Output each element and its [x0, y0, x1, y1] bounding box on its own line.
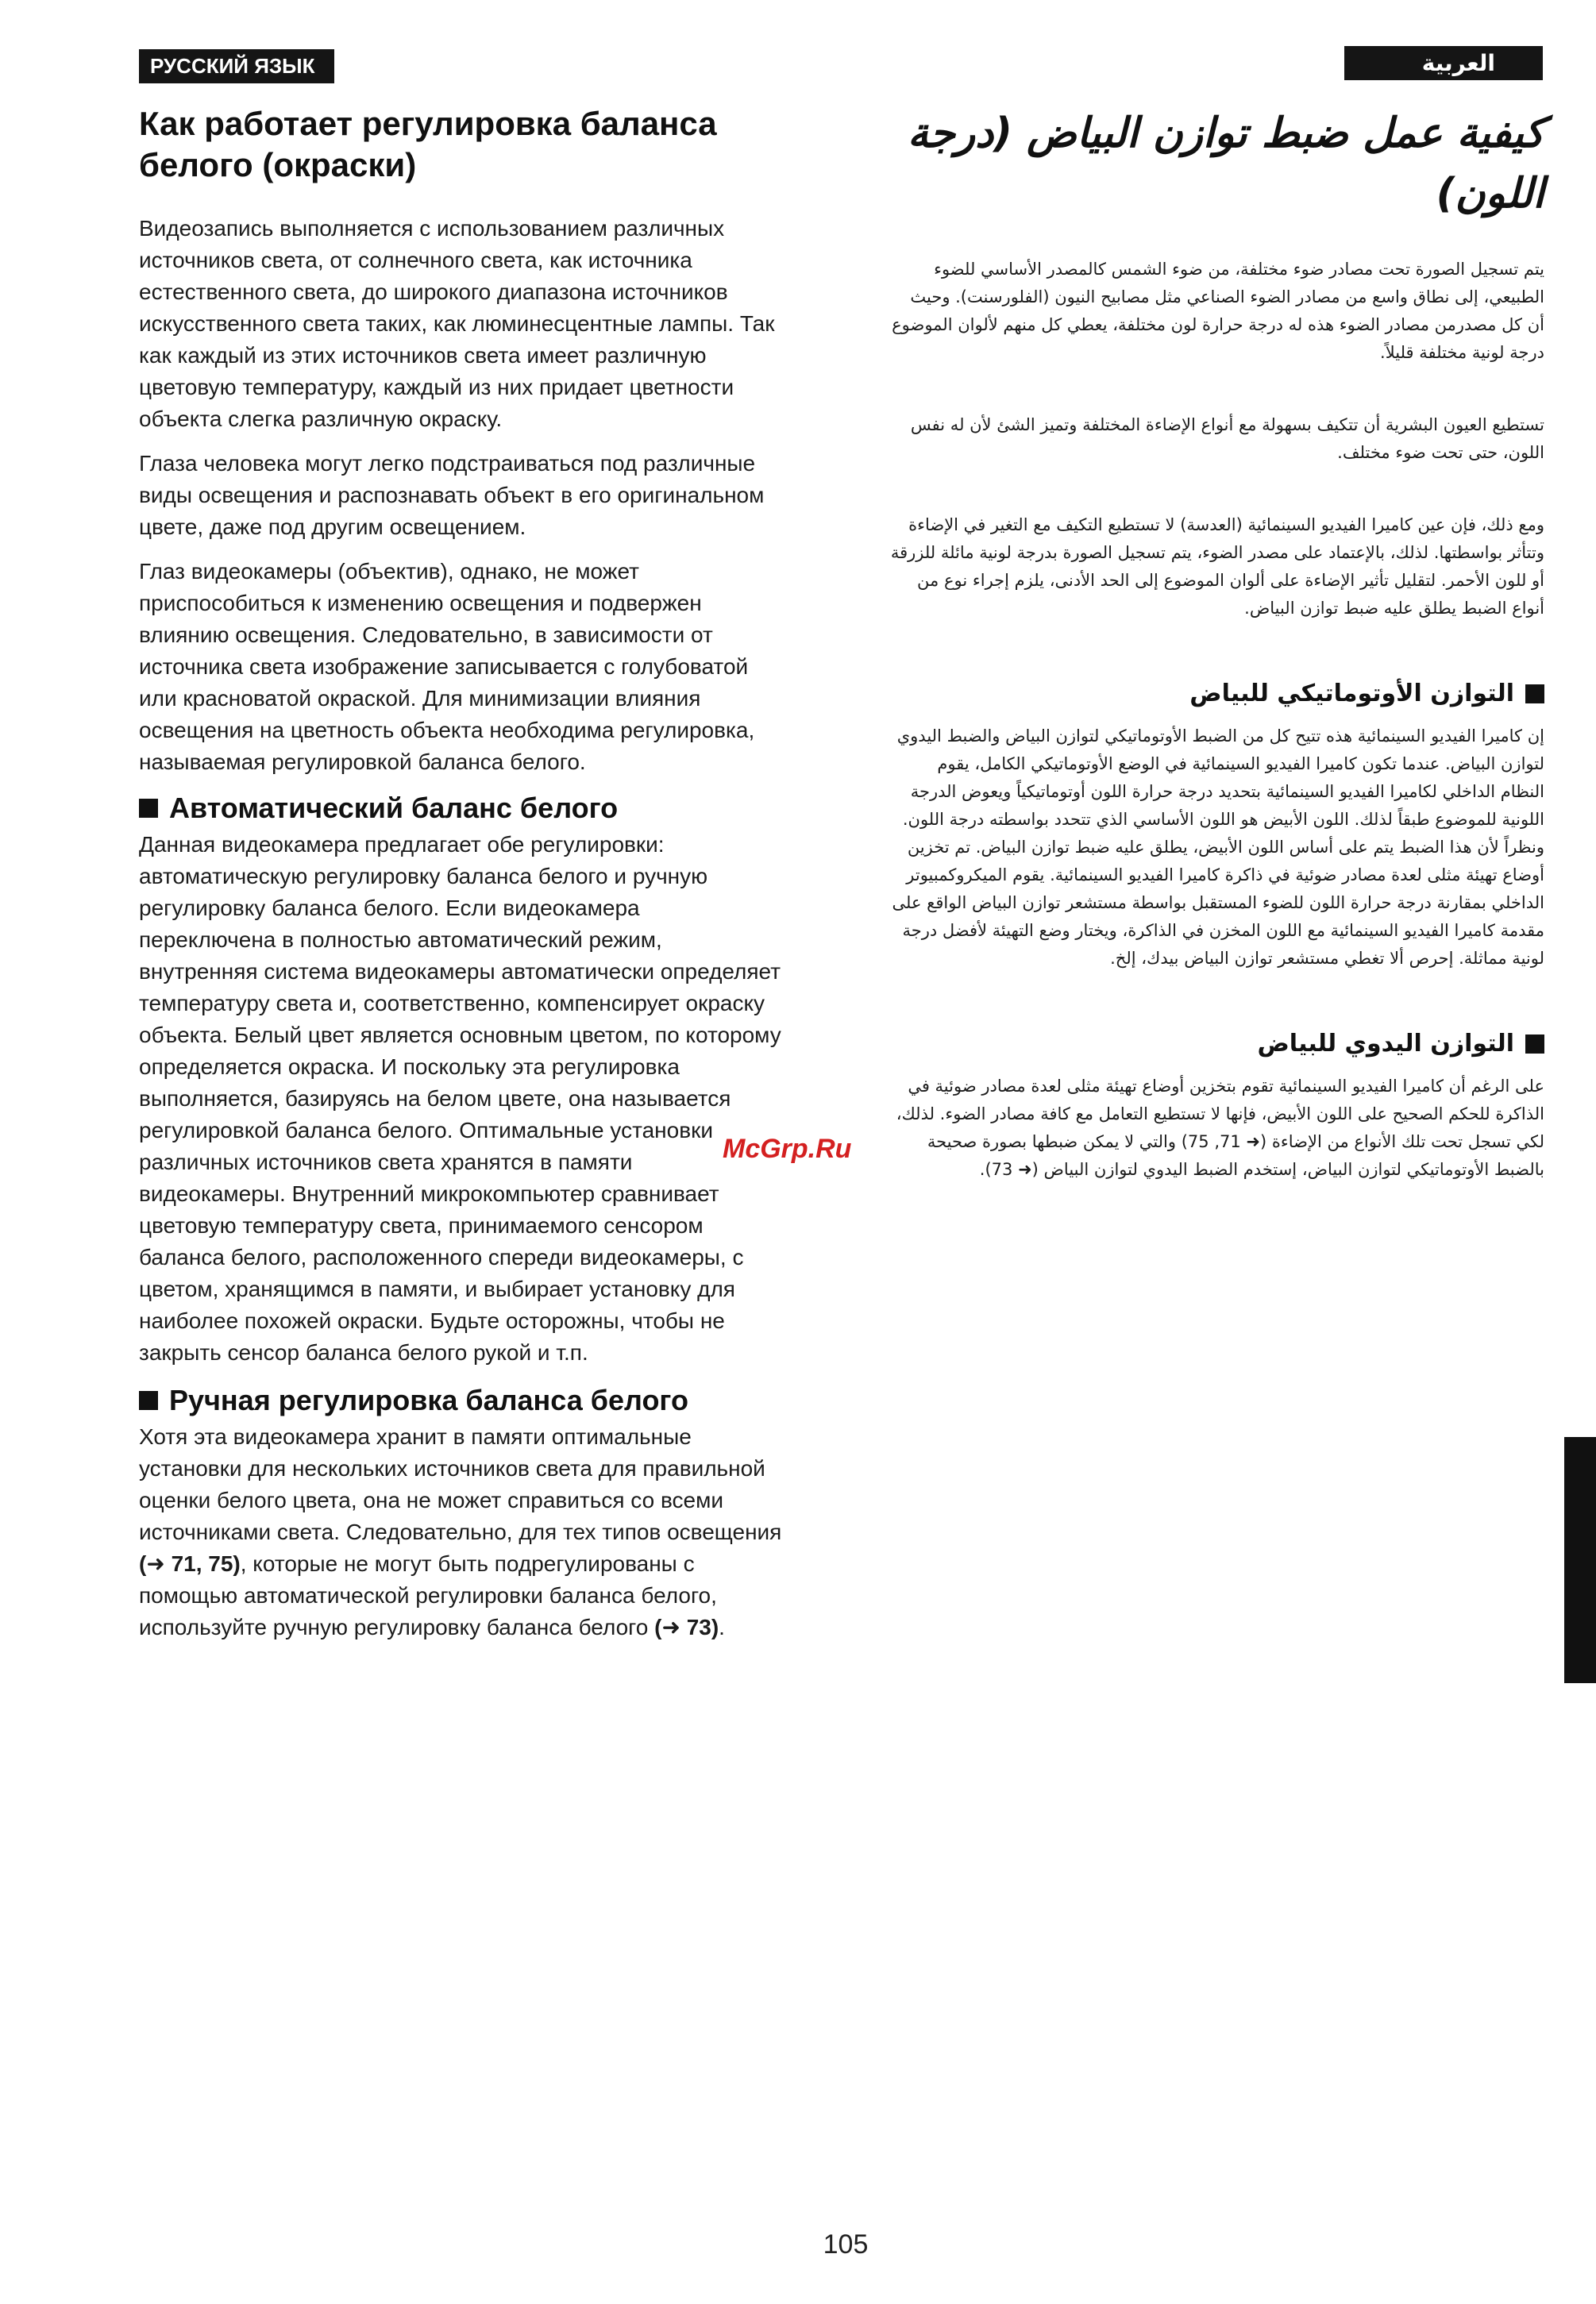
- ru-manual-text-a: Хотя эта видеокамера хранит в памяти оптимальные установки для нескольких источников света для правильной оценки белого цвета, она не может справиться со всеми источниками света. Следовательно, для тех типов освещения: [139, 1424, 782, 1544]
- russian-column: [139, 103, 782, 1656]
- square-bullet-icon: [1525, 684, 1544, 703]
- ru-page-title: Как работает регулировка баланса белого (окраски): [139, 105, 717, 183]
- ru-page-ref-73: (➜ 73): [654, 1615, 719, 1639]
- page-number: 105: [823, 2229, 869, 2260]
- ar-paragraph-camera-eye: ومع ذلك، فإن عين كاميرا الفيديو السينمائية (العدسة) لا تستطيع التكيف مع التغير في الإضاءة وتتأثر بواسطتها. لذلك، بالإعتماد على مصدر الضوء، يتم تسجيل الصورة بدرجة لونية مائلة للزرقة أو للون الأحمر. لتقليل تأثير الإضاءة على ألوان الموضوع إلى الحد الأدنى، يلزم إجراء نوع من أنواع الضبط يطلق عليه ضبط توازن البياض.: [890, 515, 1544, 618]
- ru-heading-auto-white-balance: [139, 791, 782, 826]
- ru-paragraph-manual: [139, 1421, 782, 1643]
- watermark-text: McGrp.Ru: [723, 1134, 852, 1164]
- ru-heading-manual-label: Ручная регулировка баланса белого: [169, 1384, 688, 1416]
- ru-paragraph-camera-eye: Глаз видеокамеры (объектив), однако, не может приспособиться к изменению освещения и подвержен влиянию освещения. Следовательно, в зависимости от источника света изображение записывается с голубоватой или красноватой окраской. Для минимизации влияния освещения на цветность объекта необходима регулировка, называемая регулировкой баланса белого.: [139, 559, 755, 774]
- ar-heading-manual-white-balance: [889, 1028, 1544, 1060]
- ar-heading-auto-white-balance: [889, 678, 1544, 710]
- ru-manual-text-b: , которые не могут быть подрегулированы с помощью автоматической регулировки баланса белого, используйте ручную регулировку баланса белого: [139, 1551, 717, 1639]
- ar-paragraph-auto: إن كاميرا الفيديو السينمائية هذه تتيح كل من الضبط الأوتوماتيكي لتوازن البياض والضبط اليدوي لتوازن البياض. عندما تكون كاميرا الفيديو السينمائية في الوضع الأوتوماتيكي الكامل، يقوم النظام الداخلي لكاميرا الفيديو السينمائية بتحديد درجة حرارة اللون أوتوماتيكياً ويعوض الدرجة اللونية للموضوع طبقاً لذلك. اللون الأبيض هو اللون الأساسي الذي تتحدد بواسطته درجة اللون. ونظراً لأن هذا الضبط يتم على أساس اللون الأبيض، يطلق عليه ضبط توازن البياض. تم تخزين أوضاع تهيئة مثلى لعدة مصادر ضوئية في ذاكرة كاميرا الفيديو السينمائية. يقوم الميكروكمبيوتر الداخلي بمقارنة درجة حرارة اللون للضوء المستقبل بواسطة مستشعر توازن البياض الواقع على مقدمة كاميرا الفيديو السينمائية مع اللون المخزن في الذاكرة، ويختار وضع التهيئة لأفضل درجة لونية مماثلة. إحرص ألا تغطي مستشعر توازن البياض بيدك، إلخ.: [892, 726, 1544, 968]
- ru-heading-auto-label: Автоматический баланс белого: [169, 792, 619, 824]
- language-tab-arabic: العربية: [1344, 46, 1543, 80]
- ru-page-ref-71-75: (➜ 71, 75): [139, 1551, 241, 1576]
- square-bullet-icon: [1525, 1034, 1544, 1054]
- ar-paragraph-intro: يتم تسجيل الصورة تحت مصادر ضوء مختلفة، من ضوء الشمس كالمصدر الأساسي للضوء الطبيعي، إلى نطاق واسع من مصادر الضوء الصناعي مثل مصابيح النيون (الفلورسنت). وحيث أن كل مصدرمن مصادر الضوء هذه له درجة حرارة لون مختلفة، يعطي كل منهم لألوان الموضوع درجة لونية مختلفة قليلاً.: [892, 260, 1544, 362]
- ar-paragraph-human-eye: تستطيع العيون البشرية أن تتكيف بسهولة مع أنواع الإضاءة المختلفة وتميز الشئ لأن له نفس اللون، حتى تحت ضوء مختلف.: [910, 415, 1544, 462]
- ar-page-title: كيفية عمل ضبط توازن البياض (درجة اللون): [907, 110, 1544, 218]
- ru-paragraph-intro: Видеозапись выполняется с использованием различных источников света, от солнечного света, как источника естественного света, до широкого диапазона источников искусственного света таких, как люминесцентные лампы. Так как каждый из этих источников света имеет различную цветовую температуру, каждый из них придает цветности объекта слегка различную окраску.: [139, 216, 775, 431]
- ru-paragraph-auto: Данная видеокамера предлагает обе регулировки: автоматическую регулировку баланса белого и ручную регулировку баланса белого. Если видеокамера переключена в полностью автоматический режим, внутренняя система видеокамеры автоматически определяет температуру света и, соответственно, компенсирует окраску объекта. Белый цвет является основным цветом, по которому определяется окраска. И поскольку эта регулировка выполняется, базируясь на белом цвете, она называется регулировкой баланса белого. Оптимальные установки различных источников света хранятся в памяти видеокамеры. Внутренний микрокомпьютер сравнивает цветовую температуру света, принимаемого сенсором баланса белого, расположенного спереди видеокамеры, с цветом, хранящимся в памяти, и выбирает установку для наиболее похожей окраски. Будьте осторожны, чтобы не закрыть сенсор баланса белого рукой и т.п.: [139, 832, 781, 1365]
- square-bullet-icon: [139, 1391, 158, 1410]
- ar-heading-auto-label: التوازن الأوتوماتيكي للبياض: [1189, 680, 1514, 707]
- ru-heading-manual-white-balance: [139, 1383, 782, 1418]
- square-bullet-icon: [139, 799, 158, 818]
- ru-paragraph-human-eye: Глаза человека могут легко подстраиваться под различные виды освещения и распознавать объект в его оригинальном цвете, даже под другим освещением.: [139, 451, 765, 539]
- ar-heading-manual-label: التوازن اليدوي للبياض: [1257, 1030, 1514, 1058]
- language-tab-russian: РУССКИЙ ЯЗЫК: [139, 49, 334, 83]
- arabic-column: [889, 103, 1544, 1184]
- ar-paragraph-manual: على الرغم أن كاميرا الفيديو السينمائية تقوم بتخزين أوضاع تهيئة مثلى لعدة مصادر ضوئية في الذاكرة للحكم الصحيح على اللون الأبيض، فإنها لا تستطيع التعامل مع كافة مصادر الضوء. لذلك، لكي تسجل تحت تلك الأنواع من الإضاءة (➜ 71, 75) والتي لا يمكن ضبطها بصورة صحيحة بالضبط الأوتوماتيكي لتوازن البياض، إستخدم الضبط اليدوي لتوازن البياض (➜ 73).: [896, 1077, 1544, 1179]
- section-thumb-tab: [1564, 1437, 1596, 1683]
- ru-manual-text-end: .: [719, 1615, 725, 1639]
